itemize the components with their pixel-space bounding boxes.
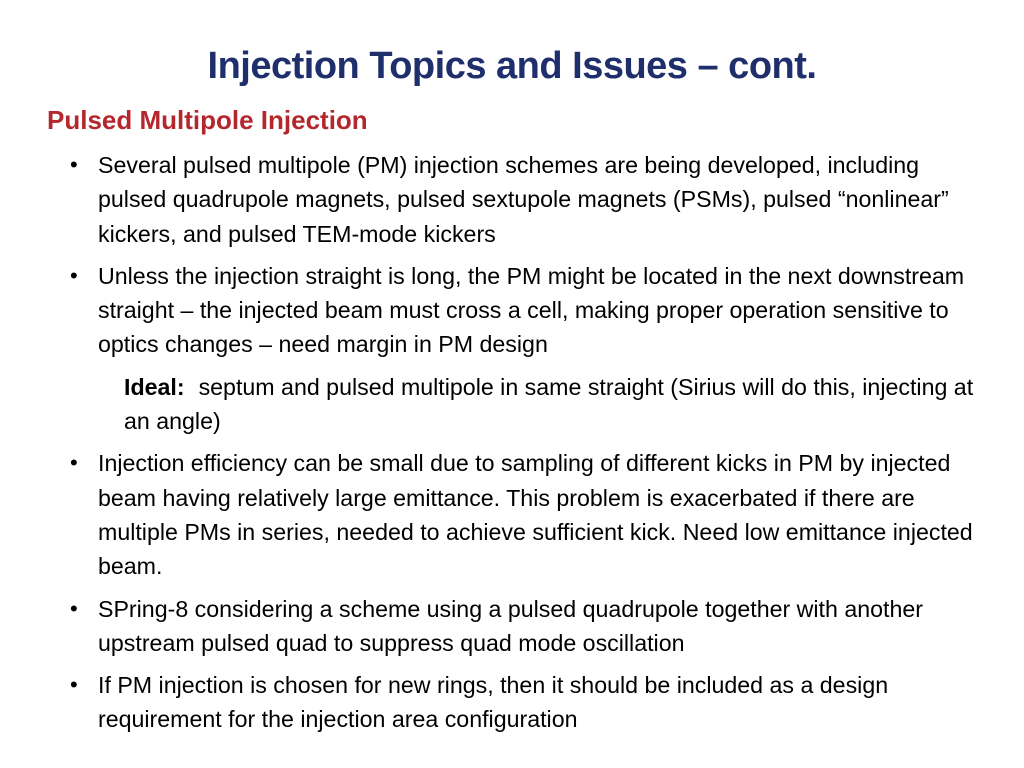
bullet-dot-icon: • xyxy=(70,152,78,177)
ideal-note xyxy=(0,370,1024,439)
bullet-item xyxy=(0,592,1024,661)
ideal-label: Ideal: xyxy=(124,373,185,400)
bullet-dot-icon: • xyxy=(70,450,78,476)
slide-body xyxy=(0,148,1024,745)
bullet-text: Injection efficiency can be small due to sampling of different kicks in PM by injected beam having relatively large emittance. This problem is exacerbated if there are multiple PMs in series, needed to achieve sufficient kick. Need low emittance injected beam. xyxy=(98,450,973,580)
section-heading: Pulsed Multipole Injection xyxy=(47,105,368,135)
bullet-item xyxy=(0,259,1024,362)
ideal-text: septum and pulsed multipole in same straight (Sirius will do this, injecting at an angle) xyxy=(124,373,974,435)
bullet-dot-icon: • xyxy=(70,672,78,698)
bullet-text: Several pulsed multipole (PM) injection schemes are being developed, including pulsed quadrupole magnets, pulsed sextupole magnets (PSMs), pulsed “nonlinear” kickers, and pulsed TEM-mode kickers xyxy=(98,152,949,247)
bullet-text: If PM injection is chosen for new rings, then it should be included as a design requirement for the injection area configuration xyxy=(98,672,889,733)
bullet-dot-icon: • xyxy=(70,595,78,621)
bullet-item xyxy=(0,148,1024,251)
slide-title: Injection Topics and Issues – cont. xyxy=(207,45,817,87)
bullet-item xyxy=(0,446,1024,583)
bullet-text: Unless the injection straight is long, the PM might be located in the next downstream straight – the injected beam must cross a cell, making proper operation sensitive to optics changes – need margin in PM design xyxy=(98,262,965,358)
bullet-dot-icon: • xyxy=(70,262,78,288)
bullet-item xyxy=(0,668,1024,737)
bullet-text: SPring-8 considering a scheme using a pulsed quadrupole together with another upstream pulsed quad to suppress quad mode oscillation xyxy=(98,595,923,656)
